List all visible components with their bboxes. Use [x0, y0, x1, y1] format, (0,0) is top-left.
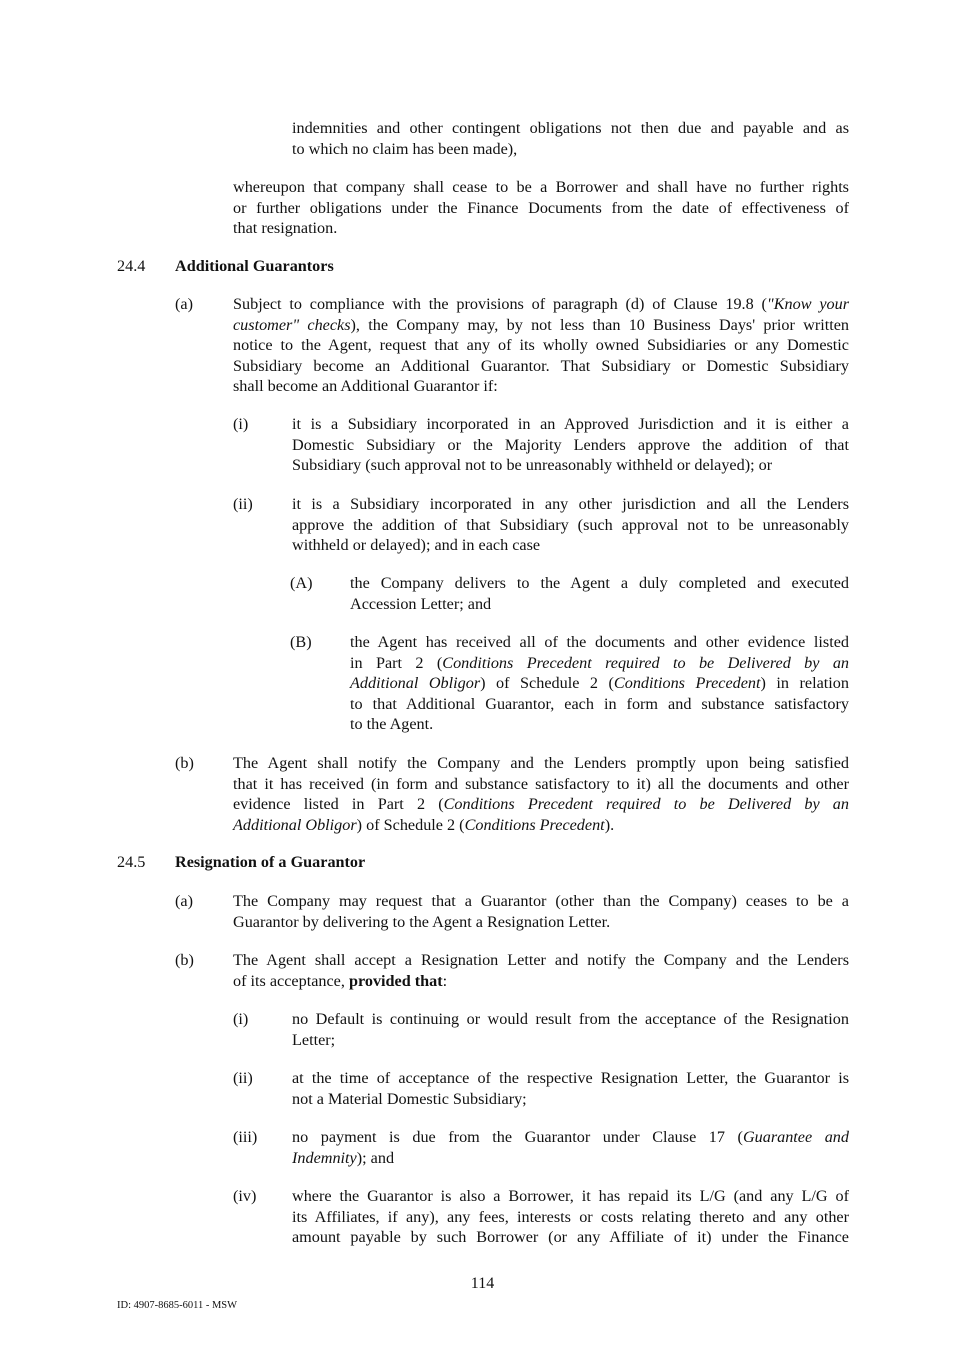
paragraph-label: (b) — [175, 754, 194, 772]
paragraph-a-text: Subject to compliance with the provisions of paragraph (d) of Clause 19.8 ("Know your customer" checks), the Company may, by not less than 10 Business Days' prior written notice to the Agent, request that any of its wholly owned Subsidiaries or any Domestic Subsidiary become an Additional Guarantor. That Subsidiary or Domestic Subsidiary shall become an Additional Guarantor if: — [233, 295, 849, 395]
item-A-text: the Company delivers to the Agent a duly completed and executed Accession Letter; and — [350, 574, 849, 613]
subparagraph-label: (i) — [233, 415, 249, 433]
paragraph-label: (b) — [175, 951, 194, 969]
subparagraph-iii-text: no payment is due from the Guarantor under Clause 17 (Guarantee and Indemnity); and — [292, 1128, 849, 1167]
document-id: ID: 4907-8685-6011 - MSW — [117, 1300, 238, 1311]
item-B-text: the Agent has received all of the documents and other evidence listed in Part 2 (Conditions Precedent required to be Delivered by an Additional Obligor) of Schedule 2 (Conditions Precedent) in relation to that Additional Guarantor, each in form and substance satisfactory to the Agent. — [350, 633, 850, 733]
subparagraph-i-text: no Default is continuing or would result from the acceptance of the Resignation Letter; — [292, 1010, 849, 1049]
paragraph-b-text: The Agent shall notify the Company and the Lenders promptly upon being satisfied that it has received (in form and substance satisfactory to it) all the documents and other evidence listed in Part 2 (Conditions Precedent required to be Delivered by an Additional Obligor) of Schedule 2 (Conditions Precedent). — [233, 754, 849, 834]
subparagraph-label: (i) — [233, 1010, 249, 1028]
subparagraph-label: (ii) — [233, 1069, 253, 1087]
paragraph-a-text: The Company may request that a Guarantor (other than the Company) ceases to be a Guarantor by delivering to the Agent a Resignation Letter. — [233, 892, 849, 931]
paragraph-b-text: The Agent shall accept a Resignation Letter and notify the Company and the Lenders of its acceptance, provided that: — [233, 951, 849, 990]
subparagraph-ii-text: at the time of acceptance of the respective Resignation Letter, the Guarantor is not a Material Domestic Subsidiary; — [292, 1069, 849, 1108]
subparagraph-i-text: it is a Subsidiary incorporated in an Approved Jurisdiction and it is either a Domestic Subsidiary or the Majority Lenders approve the addition of that Subsidiary (such approval not to be unreasonably withheld or delayed); or — [292, 415, 849, 474]
item-label: (A) — [290, 574, 313, 592]
continuation-paragraph: indemnities and other contingent obligations not then due and payable and as to which no claim has been made), — [292, 119, 849, 158]
whereupon-paragraph: whereupon that company shall cease to be a Borrower and shall have no further rights or further obligations under the Finance Documents from the date of effectiveness of that resignation. — [233, 178, 849, 237]
paragraph-label: (a) — [175, 892, 193, 910]
subparagraph-iv-text: where the Guarantor is also a Borrower, it has repaid its L/G (and any L/G of its Affiliates, if any), any fees, interests or costs relating thereto and any other amount payable by such Borrower (or any Affiliate of it) under the Finance — [292, 1187, 849, 1246]
subparagraph-label: (iv) — [233, 1187, 257, 1205]
clause-heading: Resignation of a Guarantor — [175, 853, 366, 871]
page-number: 114 — [470, 1275, 495, 1292]
subparagraph-label: (iii) — [233, 1128, 258, 1146]
clause-heading: Additional Guarantors — [175, 257, 334, 275]
clause-number: 24.4 — [117, 257, 146, 275]
item-label: (B) — [290, 633, 312, 651]
subparagraph-label: (ii) — [233, 495, 253, 513]
clause-number: 24.5 — [117, 853, 146, 871]
paragraph-label: (a) — [175, 295, 193, 313]
subparagraph-ii-text: it is a Subsidiary incorporated in any other jurisdiction and all the Lenders approve the addition of that Subsidiary (such approval not to be unreasonably withheld or delayed); and in each case — [292, 495, 849, 554]
